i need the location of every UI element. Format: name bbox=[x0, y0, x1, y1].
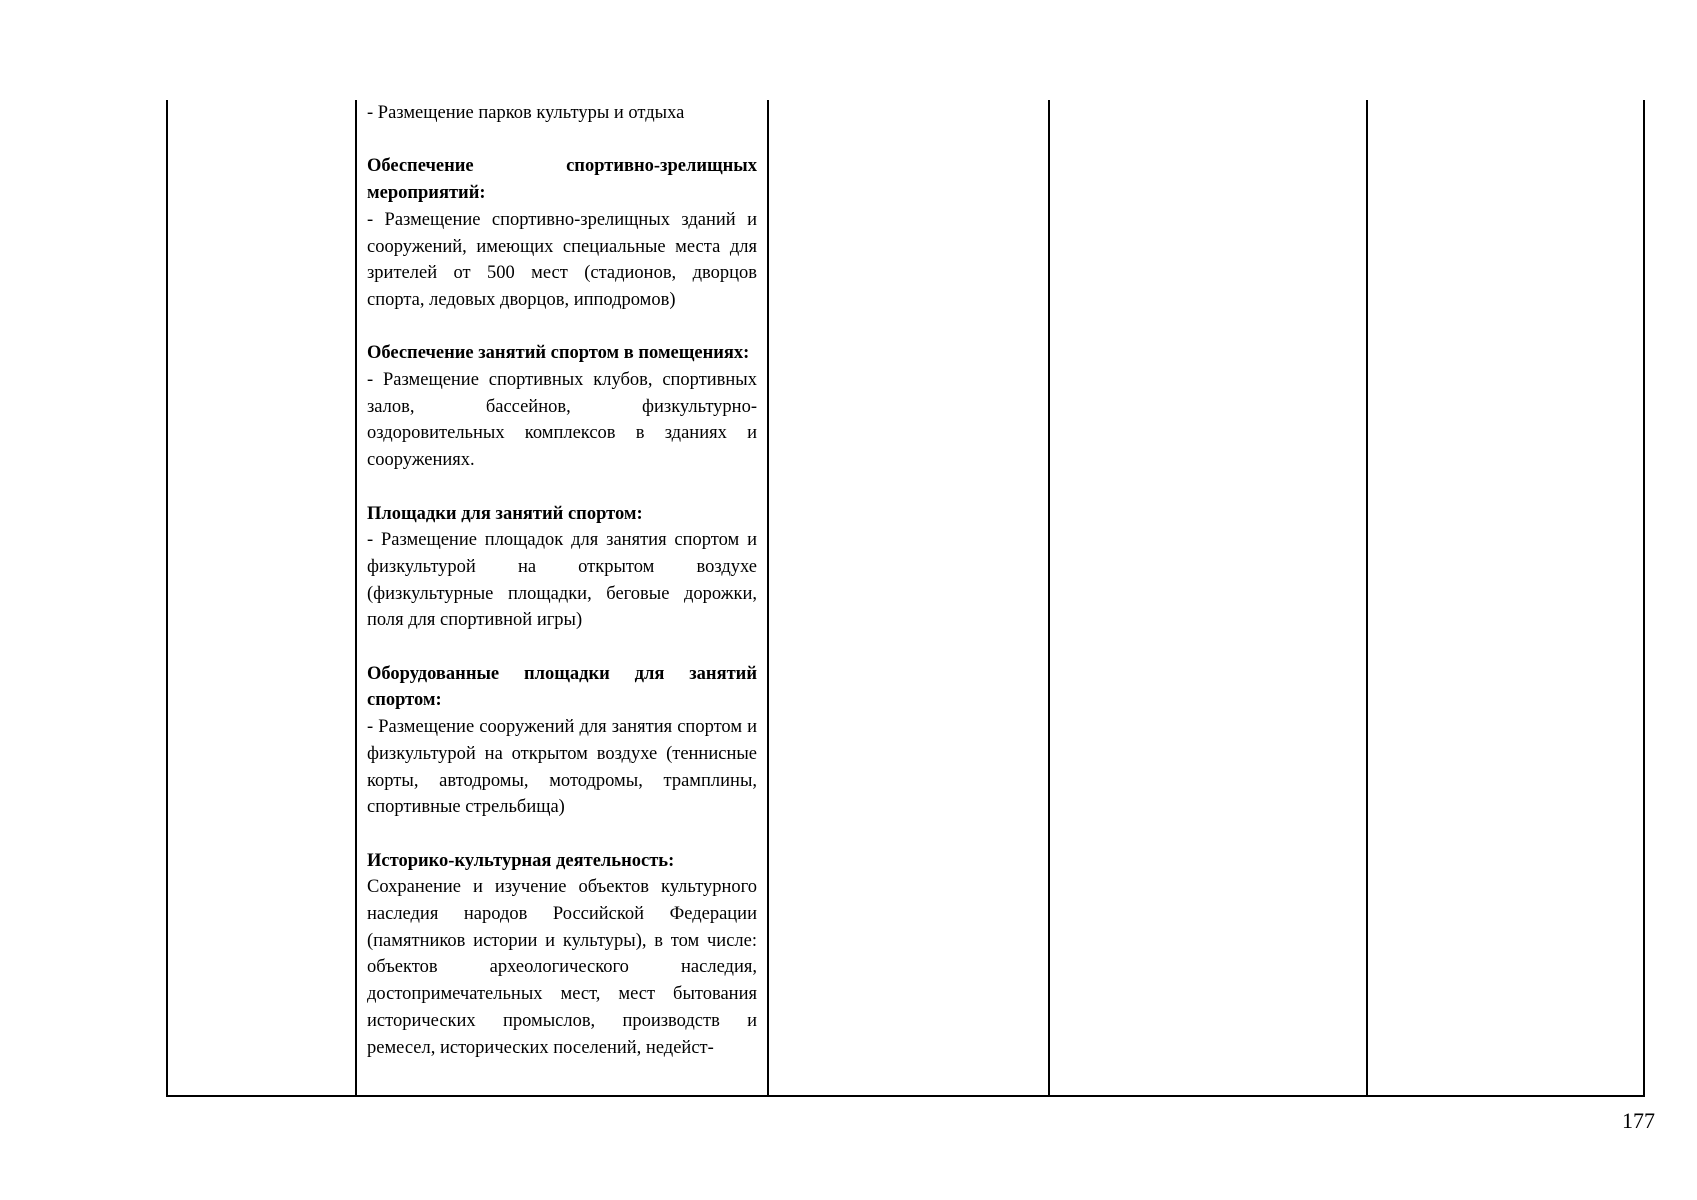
table-column-1 bbox=[168, 100, 357, 1095]
permitted-use-text bbox=[367, 100, 757, 1061]
list-item: - Размещение спортивно-зрелищных зданий и сооружений, имеющих специальные места для зрителей от 500 мест (стадионов, дворцов спорта, ледовых дворцов, ипподромов) bbox=[367, 209, 757, 310]
section-heading: Историко-культурная деятельность: bbox=[367, 850, 675, 871]
table-column-4 bbox=[1050, 100, 1368, 1095]
document-table bbox=[166, 100, 1645, 1097]
section-heading: Оборудованные площадки для занятий спортом: bbox=[367, 663, 757, 711]
section-heading: Площадки для занятий спортом: bbox=[367, 503, 643, 524]
table-column-5 bbox=[1368, 100, 1643, 1095]
list-item: Сохранение и изучение объектов культурного наследия народов Российской Федерации (памятников истории и культуры), в том числе: объектов археологического наследия, достопримечательных мест, мест бытования исторических промыслов, производств и ремесел, исторических поселений, недейст- bbox=[367, 877, 757, 1058]
section-heading: Обеспечение спортивно-зрелищных мероприятий: bbox=[367, 156, 757, 204]
section-heading: Обеспечение занятий спортом в помещениях: bbox=[367, 343, 750, 364]
table-column-3 bbox=[769, 100, 1050, 1095]
list-item: - Размещение сооружений для занятия спортом и физкультурой на открытом воздухе (теннисные корты, автодромы, мотодромы, трамплины, спортивные стрельбища) bbox=[367, 717, 757, 818]
page-number: 177 bbox=[1622, 1108, 1655, 1133]
list-item: - Размещение площадок для занятия спортом и физкультурой на открытом воздухе (физкультурные площадки, беговые дорожки, поля для спортивной игры) bbox=[367, 530, 757, 631]
list-item: - Размещение спортивных клубов, спортивных залов, бассейнов, физкультурно-оздоровительных комплексов в зданиях и сооружениях. bbox=[367, 370, 757, 471]
list-item: - Размещение парков культуры и отдыха bbox=[367, 103, 685, 123]
table-column-2 bbox=[357, 100, 769, 1095]
